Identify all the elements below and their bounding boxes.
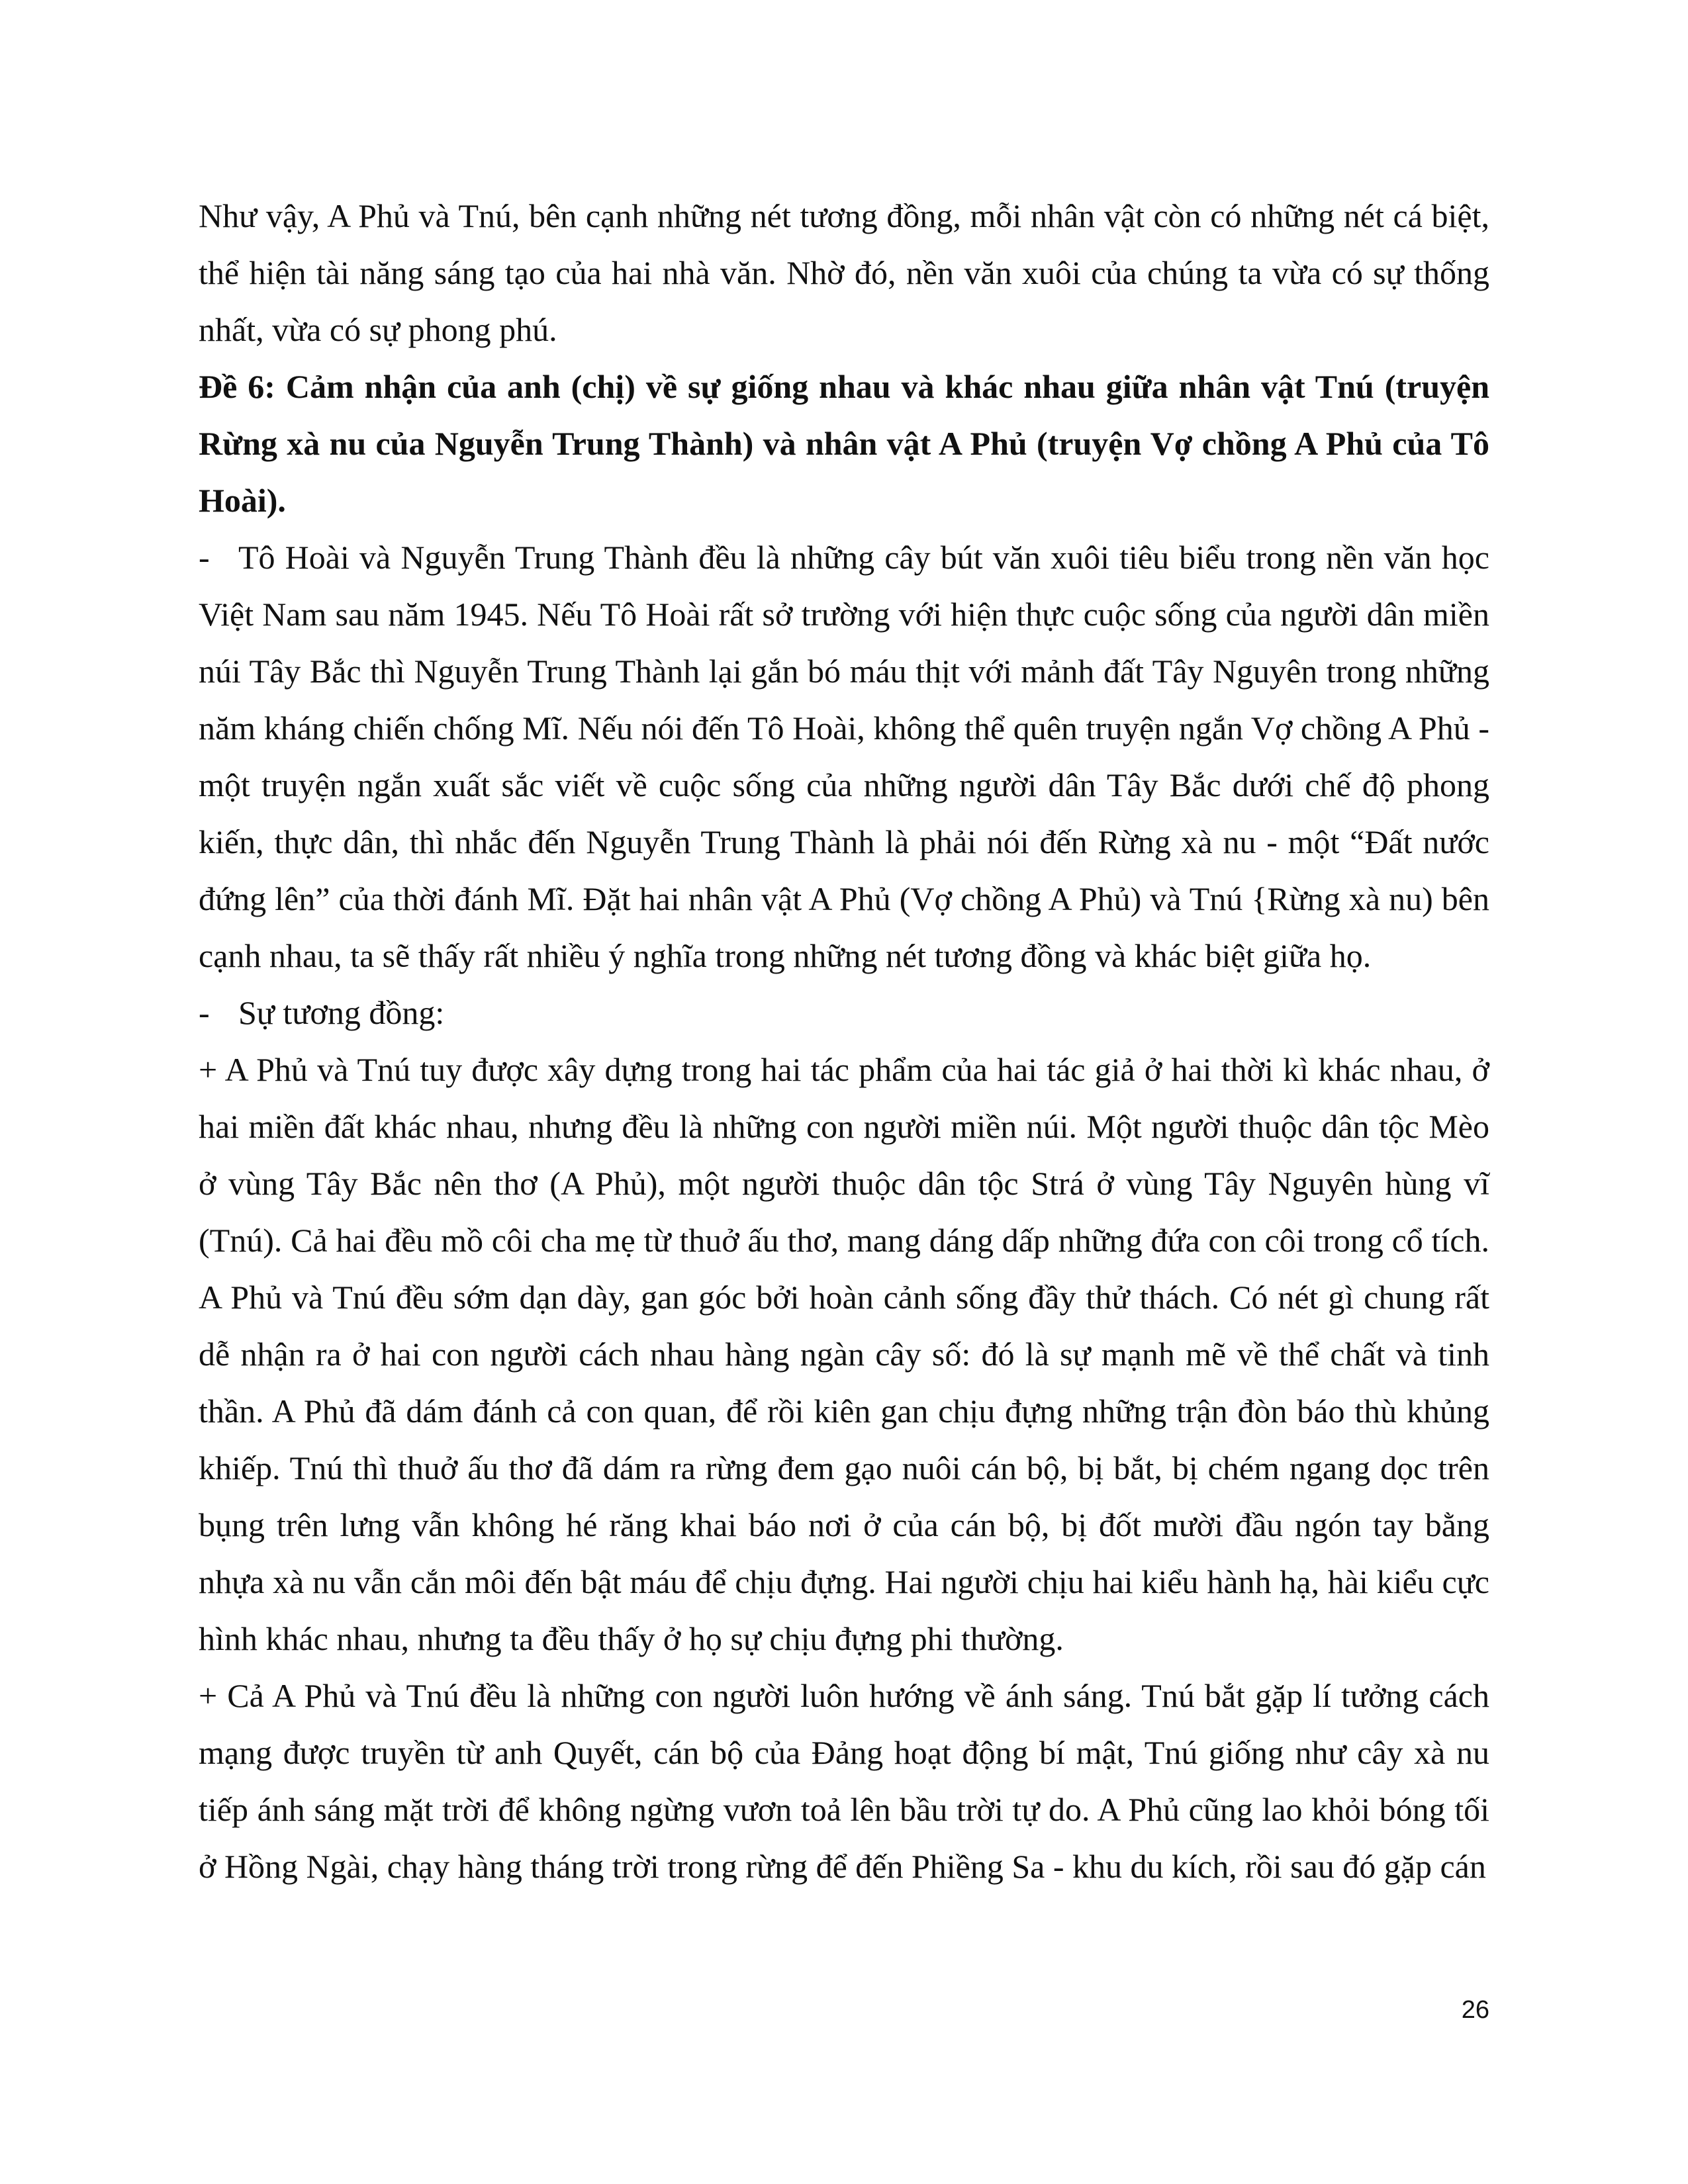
- intro-paragraph: Như vậy, A Phủ và Tnú, bên cạnh những nét tương đồng, mỗi nhân vật còn có những nét cá biệt, thể hiện tài năng sáng tạo của hai nhà văn. Nhờ đó, nền văn xuôi của chúng ta vừa có sự thống nhất, vừa có sự phong phú.: [199, 197, 1489, 348]
- document-body: [199, 187, 1489, 1895]
- dash-marker: -: [199, 539, 210, 576]
- exercise-heading: Đề 6: Cảm nhận của anh (chị) về sự giống nhau và khác nhau giữa nhân vật Tnú (truyện Rừng xà nu của Nguyễn Trung Thành) và nhân vật A Phủ (truyện Vợ chồng A Phủ của Tô Hoài).: [199, 368, 1489, 519]
- point-author-context: [199, 529, 1489, 984]
- similarity-paragraph-1: + A Phủ và Tnú tuy được xây dựng trong hai tác phẩm của hai tác giả ở hai thời kì khác nhau, ở hai miền đất khác nhau, nhưng đều là những con người miền núi. Một người thuộc dân tộc Mèo ở vùng Tây Bắc nên thơ (A Phủ), một người thuộc dân tộc Strá ở vùng Tây Nguyên hùng vĩ (Tnú). Cả hai đều mồ côi cha mẹ từ thuở ấu thơ, mang dáng dấp những đứa con côi trong cổ tích. A Phủ và Tnú đều sớm dạn dày, gan góc bởi hoàn cảnh sống đầy thử thách. Có nét gì chung rất dễ nhận ra ở hai con người cách nhau hàng ngàn cây số: đó là sự mạnh mẽ về thể chất và tinh thần. A Phủ đã dám đánh cả con quan, để rồi kiên gan chịu đựng những trận đòn báo thù khủng khiếp. Tnú thì thuở ấu thơ đã dám ra rừng đem gạo nuôi cán bộ, bị bắt, bị chém ngang dọc trên bụng trên lưng vẫn không hé răng khai báo nơi ở của cán bộ, bị đốt mười đầu ngón tay bằng nhựa xà nu vẫn cắn môi đến bật máu để chịu đựng. Hai người chịu hai kiểu hành hạ, hài kiểu cực hình khác nhau, nhưng ta đều thấy ở họ sự chịu đựng phi thường.: [199, 1051, 1489, 1657]
- dash-marker: -: [199, 994, 210, 1031]
- point-similarities-text: Sự tương đồng:: [238, 994, 445, 1031]
- point-similarities: [199, 984, 1489, 1041]
- point-author-context-text: Tô Hoài và Nguyễn Trung Thành đều là những cây bút văn xuôi tiêu biểu trong nền văn học Việt Nam sau năm 1945. Nếu Tô Hoài rất sở trường với hiện thực cuộc sống của người dân miền núi Tây Bắc thì Nguyễn Trung Thành lại gắn bó máu thịt với mảnh đất Tây Nguyên trong những năm kháng chiến chống Mĩ. Nếu nói đến Tô Hoài, không thể quên truyện ngắn Vợ chồng A Phủ - một truyện ngắn xuất sắc viết về cuộc sống của những người dân Tây Bắc dưới chế độ phong kiến, thực dân, thì nhắc đến Nguyễn Trung Thành là phải nói đến Rừng xà nu - một “Đất nước đứng lên” của thời đánh Mĩ. Đặt hai nhân vật A Phủ (Vợ chồng A Phủ) và Tnú {Rừng xà nu) bên cạnh nhau, ta sẽ thấy rất nhiều ý nghĩa trong những nét tương đồng và khác biệt giữa họ.: [199, 539, 1489, 974]
- page-number: 26: [1461, 1996, 1489, 2024]
- similarity-paragraph-2: + Cả A Phủ và Tnú đều là những con người luôn hướng về ánh sáng. Tnú bắt gặp lí tưởng cách mạng được truyền từ anh Quyết, cán bộ của Đảng hoạt động bí mật, Tnú giống như cây xà nu tiếp ánh sáng mặt trời để không ngừng vươn toả lên bầu trời tự do. A Phủ cũng lao khỏi bóng tối ở Hồng Ngài, chạy hàng tháng trời trong rừng để đến Phiềng Sa - khu du kích, rồi sau đó gặp cán: [199, 1677, 1489, 1885]
